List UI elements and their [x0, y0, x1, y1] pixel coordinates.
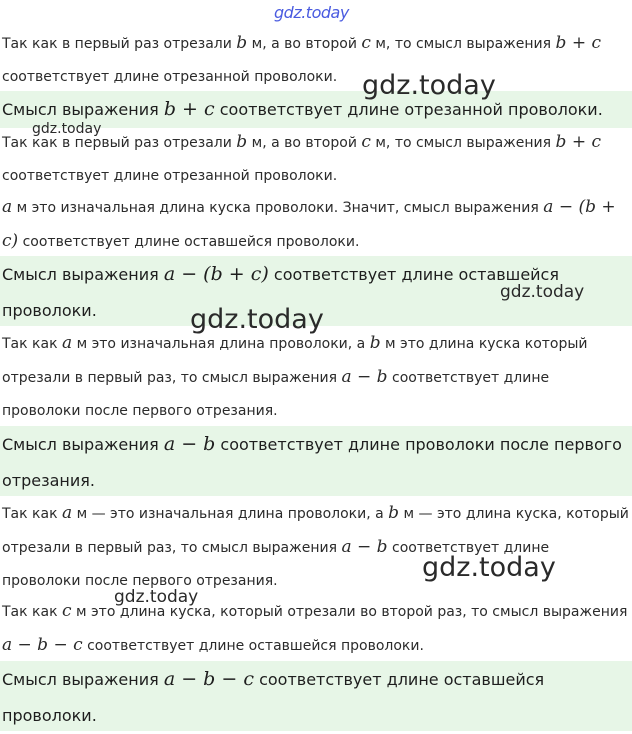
paragraph-text: соответствует длине отрезанной проволоки.: [214, 100, 603, 119]
explanation-paragraph: [0, 595, 632, 663]
paragraph-text: Смысл выражения: [2, 670, 164, 689]
paragraph-text: м, то смысл выражения: [370, 135, 556, 151]
watermark: gdz.today: [190, 304, 324, 335]
paragraph-text: соответствует длине оставшейся проволоки.: [82, 638, 424, 654]
watermark: gdz.today: [362, 70, 496, 101]
paragraph-text: соответствует длине проволоки после первого отрезания.: [2, 370, 550, 419]
math-expression: a − (b + c): [163, 263, 269, 285]
watermark: gdz.today: [114, 587, 199, 607]
paragraph-text: соответствует длине оставшейся проволоки.: [2, 670, 545, 725]
math-expression: a − (b + c): [2, 197, 616, 251]
paragraph-text: м, то смысл выражения: [370, 36, 556, 52]
math-expression: a − b − c: [2, 635, 83, 655]
math-expression: a − b: [163, 433, 216, 455]
paragraph-text: Смысл выражения: [2, 265, 164, 284]
watermark: gdz.today: [32, 121, 102, 137]
paragraph-text: м это изначальная длина куска проволоки. Значит, смысл выражения: [12, 200, 544, 216]
math-expression: a − b: [341, 537, 388, 557]
math-expression: a − b: [341, 367, 388, 387]
paragraph-text: м это длина куска, который отрезали во второй раз, то смысл выражения: [71, 604, 628, 620]
math-variable: c: [361, 132, 371, 152]
paragraph-text: соответствует длине оставшейся проволоки.: [18, 234, 360, 250]
math-variable: a: [61, 503, 73, 523]
paragraph-text: соответствует длине отрезанной проволоки.: [2, 168, 338, 184]
math-variable: c: [361, 33, 371, 53]
math-variable: b: [236, 132, 248, 152]
explanation-paragraph: [0, 327, 632, 428]
watermark: gdz.today: [274, 3, 349, 22]
paragraph-text: соответствует длине оставшейся проволоки.: [2, 265, 559, 320]
answer-paragraph: [0, 661, 632, 731]
answer-paragraph: [0, 426, 632, 496]
math-variable: b: [388, 503, 400, 523]
explanation-paragraph: [0, 27, 632, 94]
math-variable: b: [369, 333, 381, 353]
watermark: gdz.today: [500, 282, 585, 302]
paragraph-text: м — это длина куска, который отрезали в первый раз, то смысл выражения: [2, 506, 629, 556]
paragraph-text: м, а во второй: [247, 135, 362, 151]
paragraph-text: м, а во второй: [247, 36, 362, 52]
paragraph-text: Смысл выражения: [2, 435, 164, 454]
math-expression: b + c: [555, 132, 601, 152]
paragraph-text: Так как: [2, 336, 62, 352]
paragraph-text: Так как: [2, 604, 62, 620]
math-variable: c: [61, 601, 72, 621]
paragraph-text: м это изначальная длина проволоки, а: [72, 336, 370, 352]
math-variable: a: [2, 197, 13, 217]
math-variable: a: [61, 333, 73, 353]
paragraph-text: Так как: [2, 506, 62, 522]
math-variable: b: [236, 33, 248, 53]
paragraph-text: Так как в первый раз отрезали: [2, 36, 237, 52]
paragraph-text: соответствует длине проволоки после первого отрезания.: [2, 435, 622, 490]
math-expression: b + c: [163, 98, 215, 120]
math-expression: b + c: [555, 33, 601, 53]
math-expression: a − b − c: [163, 668, 254, 690]
explanation-paragraph: [0, 191, 632, 259]
paragraph-text: соответствует длине проволоки после первого отрезания.: [2, 540, 550, 589]
paragraph-text: Так как в первый раз отрезали: [2, 135, 237, 151]
watermark: gdz.today: [422, 552, 556, 583]
paragraph-text: Смысл выражения: [2, 100, 164, 119]
paragraph-text: м это длина куска который отрезали в первый раз, то смысл выражения: [2, 336, 588, 386]
paragraph-text: м — это изначальная длина проволоки, а: [72, 506, 389, 522]
paragraph-text: соответствует длине отрезанной проволоки.: [2, 69, 338, 85]
